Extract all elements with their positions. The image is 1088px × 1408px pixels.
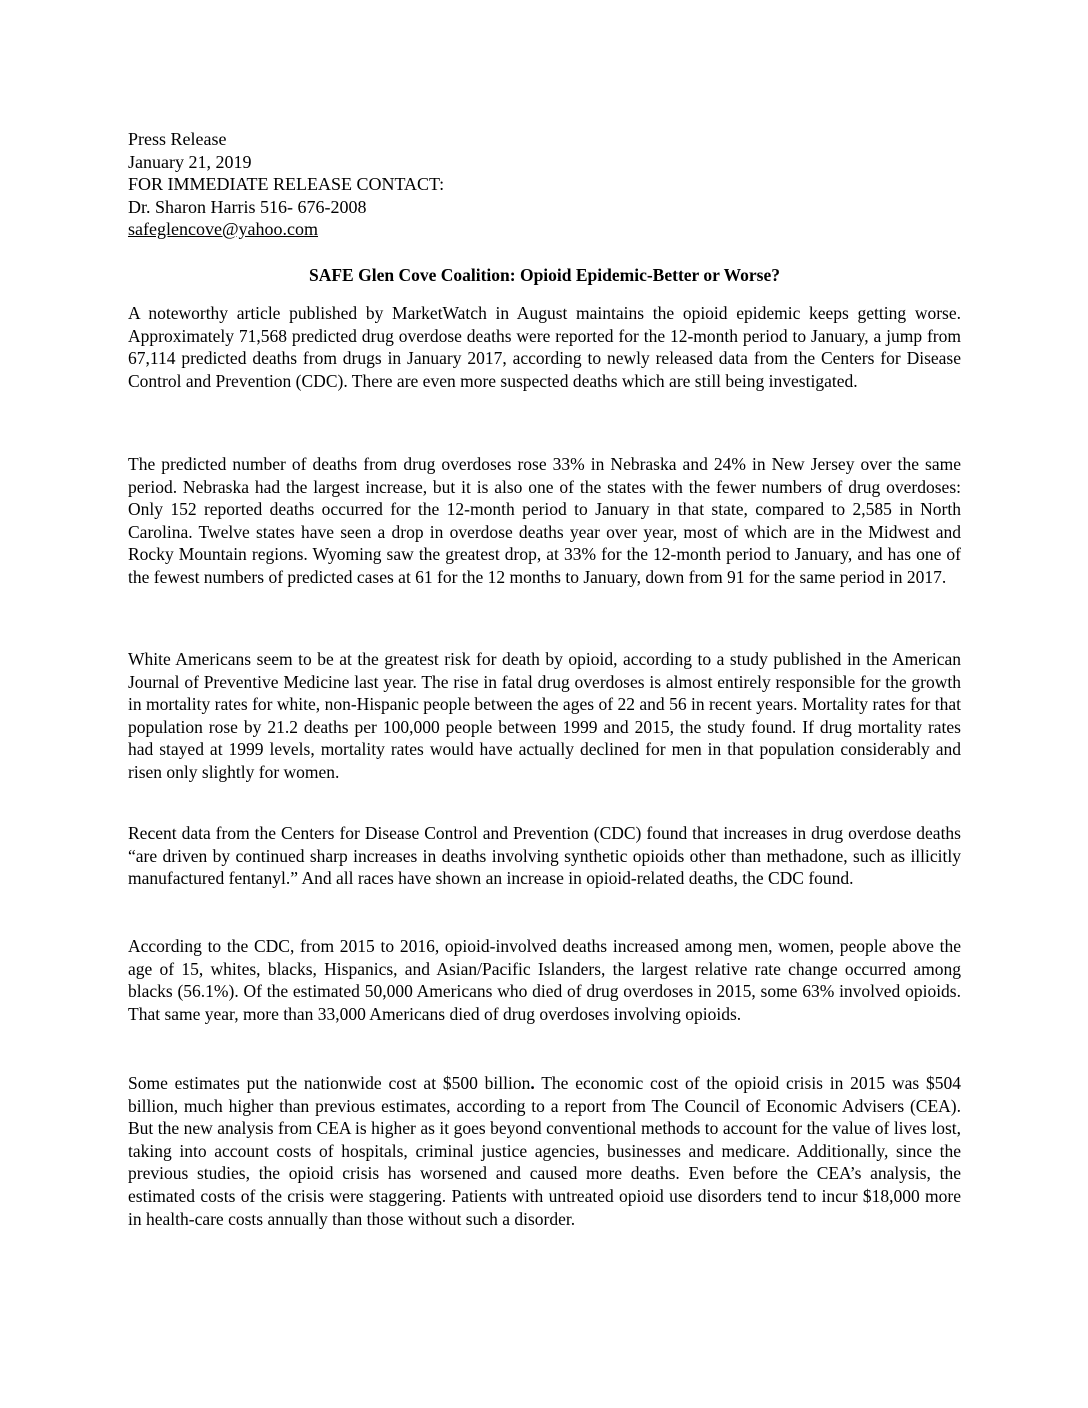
document-title: SAFE Glen Cove Coalition: Opioid Epidemic-Better or Worse?	[308, 265, 781, 285]
press-release-label: Press Release	[128, 129, 227, 149]
paragraph-1: A noteworthy article published by MarketWatch in August maintains the opioid epidemic keeps getting worse. Approximately 71,568 predicted drug overdose deaths were reported for the 12-month period to January, a jump from 67,114 predicted deaths from drugs in January 2017, according to newly released data from the Centers for Disease Control and Prevention (CDC). There are even more suspected deaths which are still being investigated.	[128, 303, 961, 391]
immediate-release-contact: FOR IMMEDIATE RELEASE CONTACT:	[128, 174, 445, 194]
paragraph-3: White Americans seem to be at the greatest risk for death by opioid, according to a study published in the American Journal of Preventive Medicine last year. The rise in fatal drug overdoses is almost entirely responsible for the growth in mortality rates for white, non-Hispanic people between the ages of 22 and 56 in recent years. Mortality rates for that population rose by 21.2 deaths per 100,000 people between 1999 and 2015, the study found. If drug mortality rates had stayed at 1999 levels, mortality rates would have actually declined for men in that population considerably and risen only slightly for women.	[128, 649, 961, 782]
paragraph-5: According to the CDC, from 2015 to 2016, opioid-involved deaths increased among men, women, people above the age of 15, whites, blacks, Hispanics, and Asian/Pacific Islanders, the largest relative rate change occurred among blacks (56.1%). Of the estimated 50,000 Americans who died of drug overdoses in 2015, some 63% involved opioids. That same year, more than 33,000 Americans died of drug overdoses involving opioids.	[128, 936, 961, 1024]
paragraph-6-bold-period: .	[530, 1073, 535, 1093]
paragraph-6-lead: Some estimates put the nationwide cost at $500 billion	[128, 1073, 531, 1093]
contact-email-link[interactable]: safeglencove@yahoo.com	[128, 219, 319, 239]
paragraph-6	[128, 1072, 961, 1230]
release-date: January 21, 2019	[128, 151, 252, 172]
paragraph-6-rest: The economic cost of the opioid crisis in 2015 was $504 billion, much higher than previous estimates, according to a report from The Council of Economic Advisers (CEA). But the new analysis from CEA is higher as it goes beyond conventional methods to account for the value of lives lost, taking into account costs of hospitals, criminal justice agencies, businesses and medicare. Additionally, since the previous studies, the opioid crisis has worsened and caused more deaths. Even before the CEA’s analysis, the estimated costs of the crisis were staggering. Patients with untreated opioid use disorders tend to incur $18,000 more in health-care costs annually than those without such a disorder.	[128, 1073, 961, 1229]
contact-name-phone: Dr. Sharon Harris 516- 676-2008	[128, 196, 367, 217]
paragraph-4: Recent data from the Centers for Disease Control and Prevention (CDC) found that increases in drug overdose deaths “are driven by continued sharp increases in deaths involving synthetic opioids other than methadone, such as illicitly manufactured fentanyl.” And all races have shown an increase in opioid-related deaths, the CDC found.	[128, 823, 961, 889]
paragraph-2: The predicted number of deaths from drug overdoses rose 33% in Nebraska and 24% in New Jersey over the same period. Nebraska had the largest increase, but it is also one of the states with the fewer numbers of drug overdoses: Only 152 reported deaths occurred for the 12-month period to January in that state, compared to 2,585 in North Carolina. Twelve states have seen a drop in overdose deaths year over year, most of which are in the Midwest and Rocky Mountain regions. Wyoming saw the greatest drop, at 33% for the 12-month period to January, and has one of the fewest numbers of predicted cases at 61 for the 12 months to January, down from 91 for the same period in 2017.	[128, 454, 961, 587]
press-release-header	[128, 128, 728, 241]
